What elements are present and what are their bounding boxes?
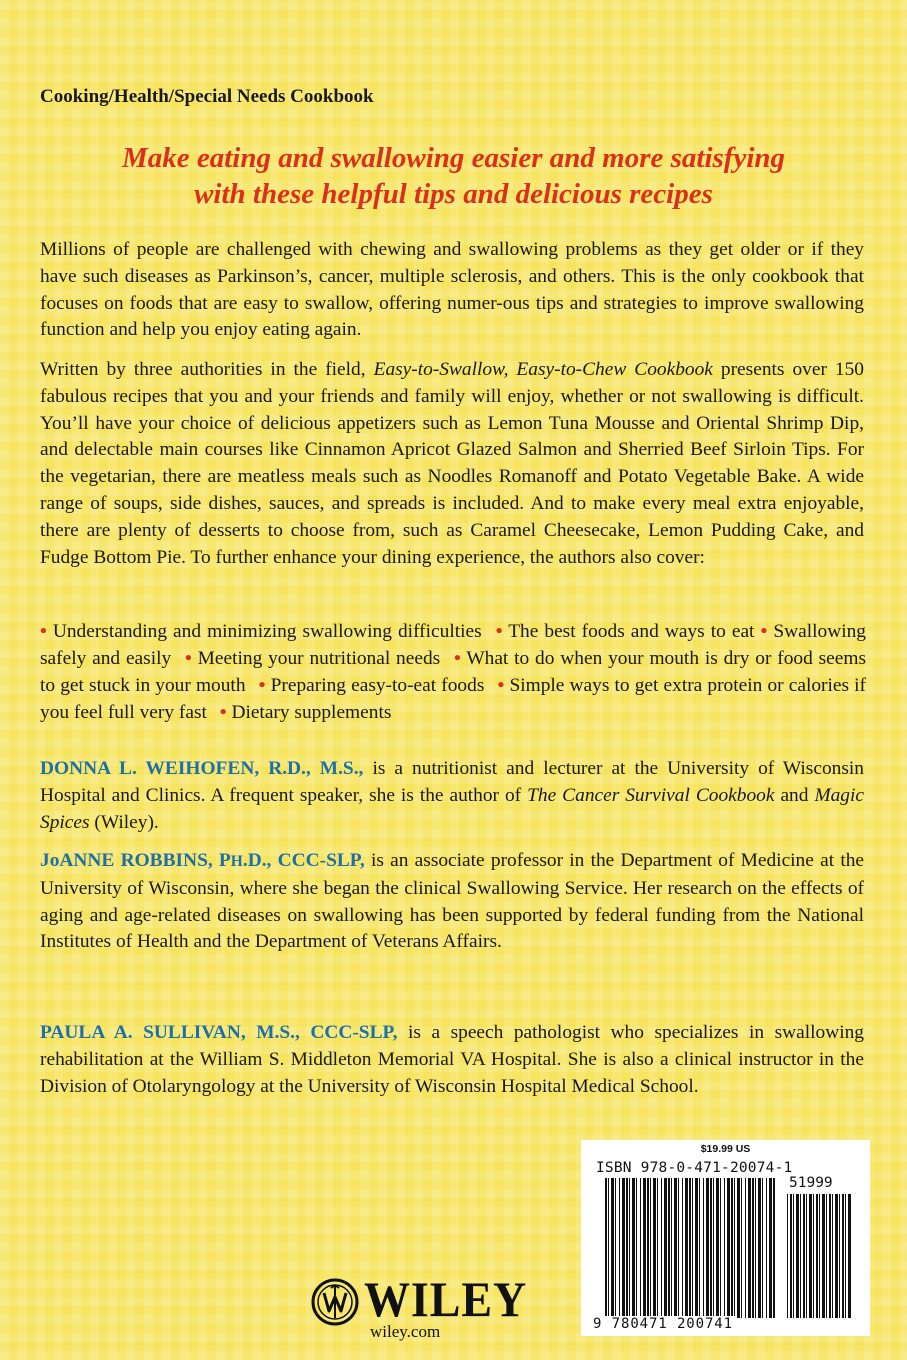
- bullet-item: Simple ways to get extra protein or calories if you feel full very fast: [40, 675, 866, 723]
- category-label: Cooking/Health/Special Needs Cookbook: [40, 86, 374, 107]
- book-title: Magic Spices: [40, 784, 864, 833]
- author-name-part: H: [230, 853, 243, 870]
- author-bio-sullivan: [40, 1020, 864, 1100]
- ean-barcode: [605, 1178, 775, 1318]
- author-bio-text: is a nutritionist and lecturer at the University of Wisconsin Hospital and Clinics. A frequent speaker, she is the author of: [40, 758, 864, 806]
- tagline: [40, 140, 867, 212]
- isbn-label: ISBN 978-0-471-20074-1: [596, 1160, 793, 1176]
- author-name-part: , CCC-SLP,: [266, 850, 365, 871]
- bullet-dot: •: [497, 675, 505, 696]
- intro-paragraph: Millions of people are challenged with chewing and swallowing problems as they get older or if they have such diseases as Parkinson’s, cancer, multiple sclerosis, and others. This is the only cookbook that focuses on foods that are easy to swallow, offering numer-ous tips and strategies to improve swallowing function and help you enjoy eating again.: [40, 239, 864, 341]
- bullet-dot: •: [40, 621, 47, 642]
- bullet-dot: •: [219, 702, 227, 723]
- author-name: DONNA L. WEIHOFEN, R.D., M.S.,: [40, 758, 364, 779]
- book-title: Easy-to-Swallow, Easy-to-Chew Cookbook: [373, 359, 713, 380]
- author-name-part: .D.: [242, 850, 267, 871]
- author-name: [40, 850, 365, 871]
- bullet-item: What to do when your mouth is dry or food seems to get stuck in your mouth: [40, 648, 866, 696]
- tagline-line-2: with these helpful tips and delicious recipes: [194, 178, 713, 210]
- bullet-item: Understanding and minimizing swallowing difficulties: [52, 621, 482, 642]
- author-bio-text: is a speech pathologist who specializes in swallowing rehabilitation at the William S. Middleton Memorial VA Hospital. She is also a clinical instructor in the Division of Otolaryngology at the University of Wisconsin Hospital Medical School.: [40, 1022, 864, 1097]
- ean-digits: 9 780471 200741: [593, 1316, 733, 1332]
- conjunction: and: [780, 784, 809, 806]
- price-code: 51999: [789, 1175, 833, 1191]
- bullet-dot: •: [258, 675, 266, 696]
- description-body: presents over 150 fabulous recipes that you and your friends and family will enjoy, whether or not swallowing is difficult. You’ll have your choice of delicious appetizers such as Lemon Tuna Mousse and Oriental Shrimp Dip, and delectable main courses like Cinnamon Apricot Glazed Salmon and Sherried Beef Sirloin Tips. For the vegetarian, there are meatless meals such as Noodles Romanoff and Potato Vegetable Bake. A wide range of soups, side dishes, sauces, and spreads is included. And to make every meal extra enjoyable, there are plenty of desserts to choose from, such as Caramel Cheesecake, Lemon Pudding Cake, and Fudge Bottom Pie. To further enhance your dining experience, the authors also cover:: [40, 359, 864, 568]
- publisher-name: WILEY: [364, 1271, 528, 1327]
- author-bio-weihofen: [40, 756, 864, 836]
- author-name-part: JoANNE ROBBINS, P: [40, 850, 231, 871]
- bullet-item: Dietary supplements: [231, 702, 392, 723]
- book-title: The Cancer Survival Cookbook: [527, 784, 775, 806]
- tagline-line-1: Make eating and swallowing easier and more satisfying: [121, 142, 786, 174]
- bullet-item: Meeting your nutritional needs: [197, 648, 441, 669]
- description-lead: Written by three authorities in the field,: [40, 359, 366, 380]
- author-bio-robbins: [40, 848, 864, 956]
- bullet-list: [40, 618, 866, 726]
- publisher-url[interactable]: wiley.com: [370, 1322, 441, 1341]
- wiley-logo-icon: [304, 1276, 366, 1328]
- price-label: $19.99 US: [700, 1143, 751, 1155]
- bullet-item: Swallowing safely and easily: [40, 621, 866, 669]
- author-name: PAULA A. SULLIVAN, M.S., CCC-SLP,: [40, 1022, 398, 1043]
- bullet-dot: •: [495, 621, 503, 642]
- bullet-item: The best foods and ways to eat: [508, 621, 755, 642]
- description-paragraph: [40, 357, 864, 571]
- bullet-dot: •: [454, 648, 461, 669]
- price-barcode: [787, 1194, 851, 1318]
- bullet-dot: •: [760, 621, 768, 642]
- bullet-dot: •: [185, 648, 192, 669]
- author-bio-text: is an associate professor in the Department of Medicine at the University of Wisconsin, where she began the clinical Swallowing Service. Her research on the effects of aging and age-related diseases on swallowing has been supported by federal funding from the National Institutes of Health and the Department of Veterans Affairs.: [40, 850, 865, 953]
- author-bio-text: (Wiley).: [94, 811, 159, 833]
- bullet-item: Preparing easy-to-eat foods: [270, 675, 485, 696]
- barcode-box: [581, 1140, 870, 1336]
